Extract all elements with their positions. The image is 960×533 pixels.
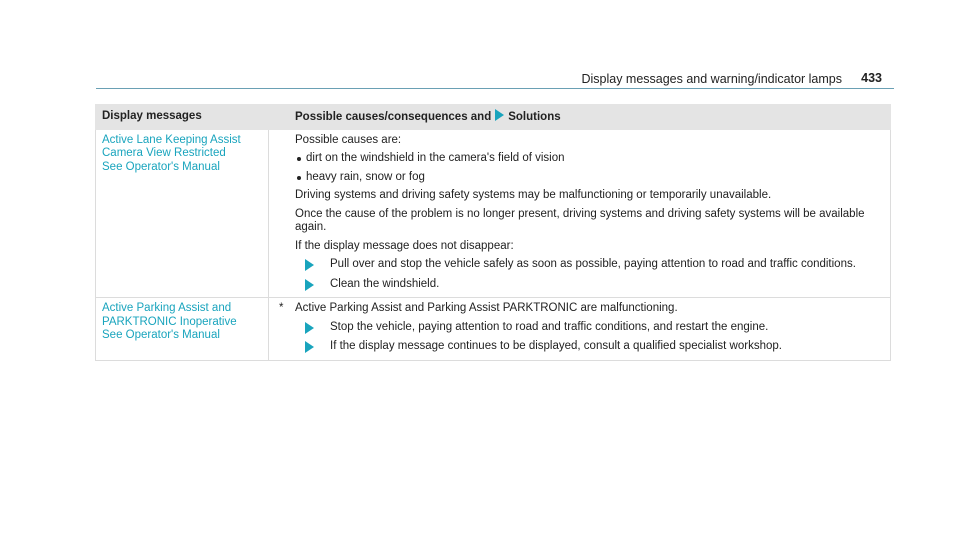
display-message-line: Active Parking Assist and xyxy=(102,302,232,314)
causes-solutions-cell xyxy=(269,129,891,298)
solution-step-text: If the display message continues to be displayed, consult a qualified specialist workshop. xyxy=(330,340,782,352)
consequence-text: Driving systems and driving safety systems may be malfunctioning or temporarily unavailable. xyxy=(295,189,772,201)
display-message-line: PARKTRONIC Inoperative xyxy=(102,315,237,328)
instruction-intro: If the display message does not disappear: xyxy=(295,239,514,252)
causes-intro: Possible causes are: xyxy=(295,133,402,146)
solution-step xyxy=(295,340,884,354)
solution-step xyxy=(295,321,884,335)
page-header xyxy=(96,68,894,89)
page-number: 433 xyxy=(861,71,882,85)
table-header-row xyxy=(96,105,891,130)
causes-list xyxy=(295,152,884,184)
arrow-right-icon xyxy=(305,279,314,291)
display-message-line: See Operator's Manual xyxy=(102,160,220,173)
solution-step-text: Stop the vehicle, paying attention to road and traffic conditions, and restart the engine. xyxy=(330,320,769,333)
note-text: Active Parking Assist and Parking Assist PARKTRONIC are malfunctioning. xyxy=(295,302,678,314)
arrow-right-icon xyxy=(305,259,314,271)
solution-step xyxy=(295,258,884,272)
malfunction-note xyxy=(279,302,884,316)
table-row xyxy=(96,129,891,298)
column-header-prefix: Possible causes/consequences and xyxy=(295,111,492,123)
list-item: dirt on the windshield in the camera's field of vision xyxy=(295,152,884,166)
display-message-line: Camera View Restricted xyxy=(102,147,226,159)
consequence-text: Once the cause of the problem is no longer present, driving systems and driving safety systems will be available again. xyxy=(295,207,865,233)
list-item: heavy rain, snow or fog xyxy=(295,171,884,185)
note-marker: * xyxy=(279,302,284,314)
display-message-line: Active Lane Keeping Assist xyxy=(102,133,241,146)
solution-step-text: Clean the windshield. xyxy=(330,277,440,290)
table-row xyxy=(96,298,891,361)
column-header-suffix: Solutions xyxy=(508,111,561,123)
column-header-display-messages: Display messages xyxy=(96,105,269,130)
display-message-line: See Operator's Manual xyxy=(102,329,220,341)
display-message-cell xyxy=(96,129,269,298)
arrow-right-icon xyxy=(305,341,314,353)
arrow-right-icon xyxy=(495,109,504,121)
display-messages-table xyxy=(95,104,891,361)
causes-solutions-cell xyxy=(269,298,891,361)
solution-step xyxy=(295,278,884,292)
display-message-cell xyxy=(96,298,269,361)
section-title: Display messages and warning/indicator lamps xyxy=(581,72,842,86)
arrow-right-icon xyxy=(305,322,314,334)
column-header-causes-solutions xyxy=(269,105,891,130)
solution-step-text: Pull over and stop the vehicle safely as soon as possible, paying attention to road and traffic conditions. xyxy=(330,258,856,270)
